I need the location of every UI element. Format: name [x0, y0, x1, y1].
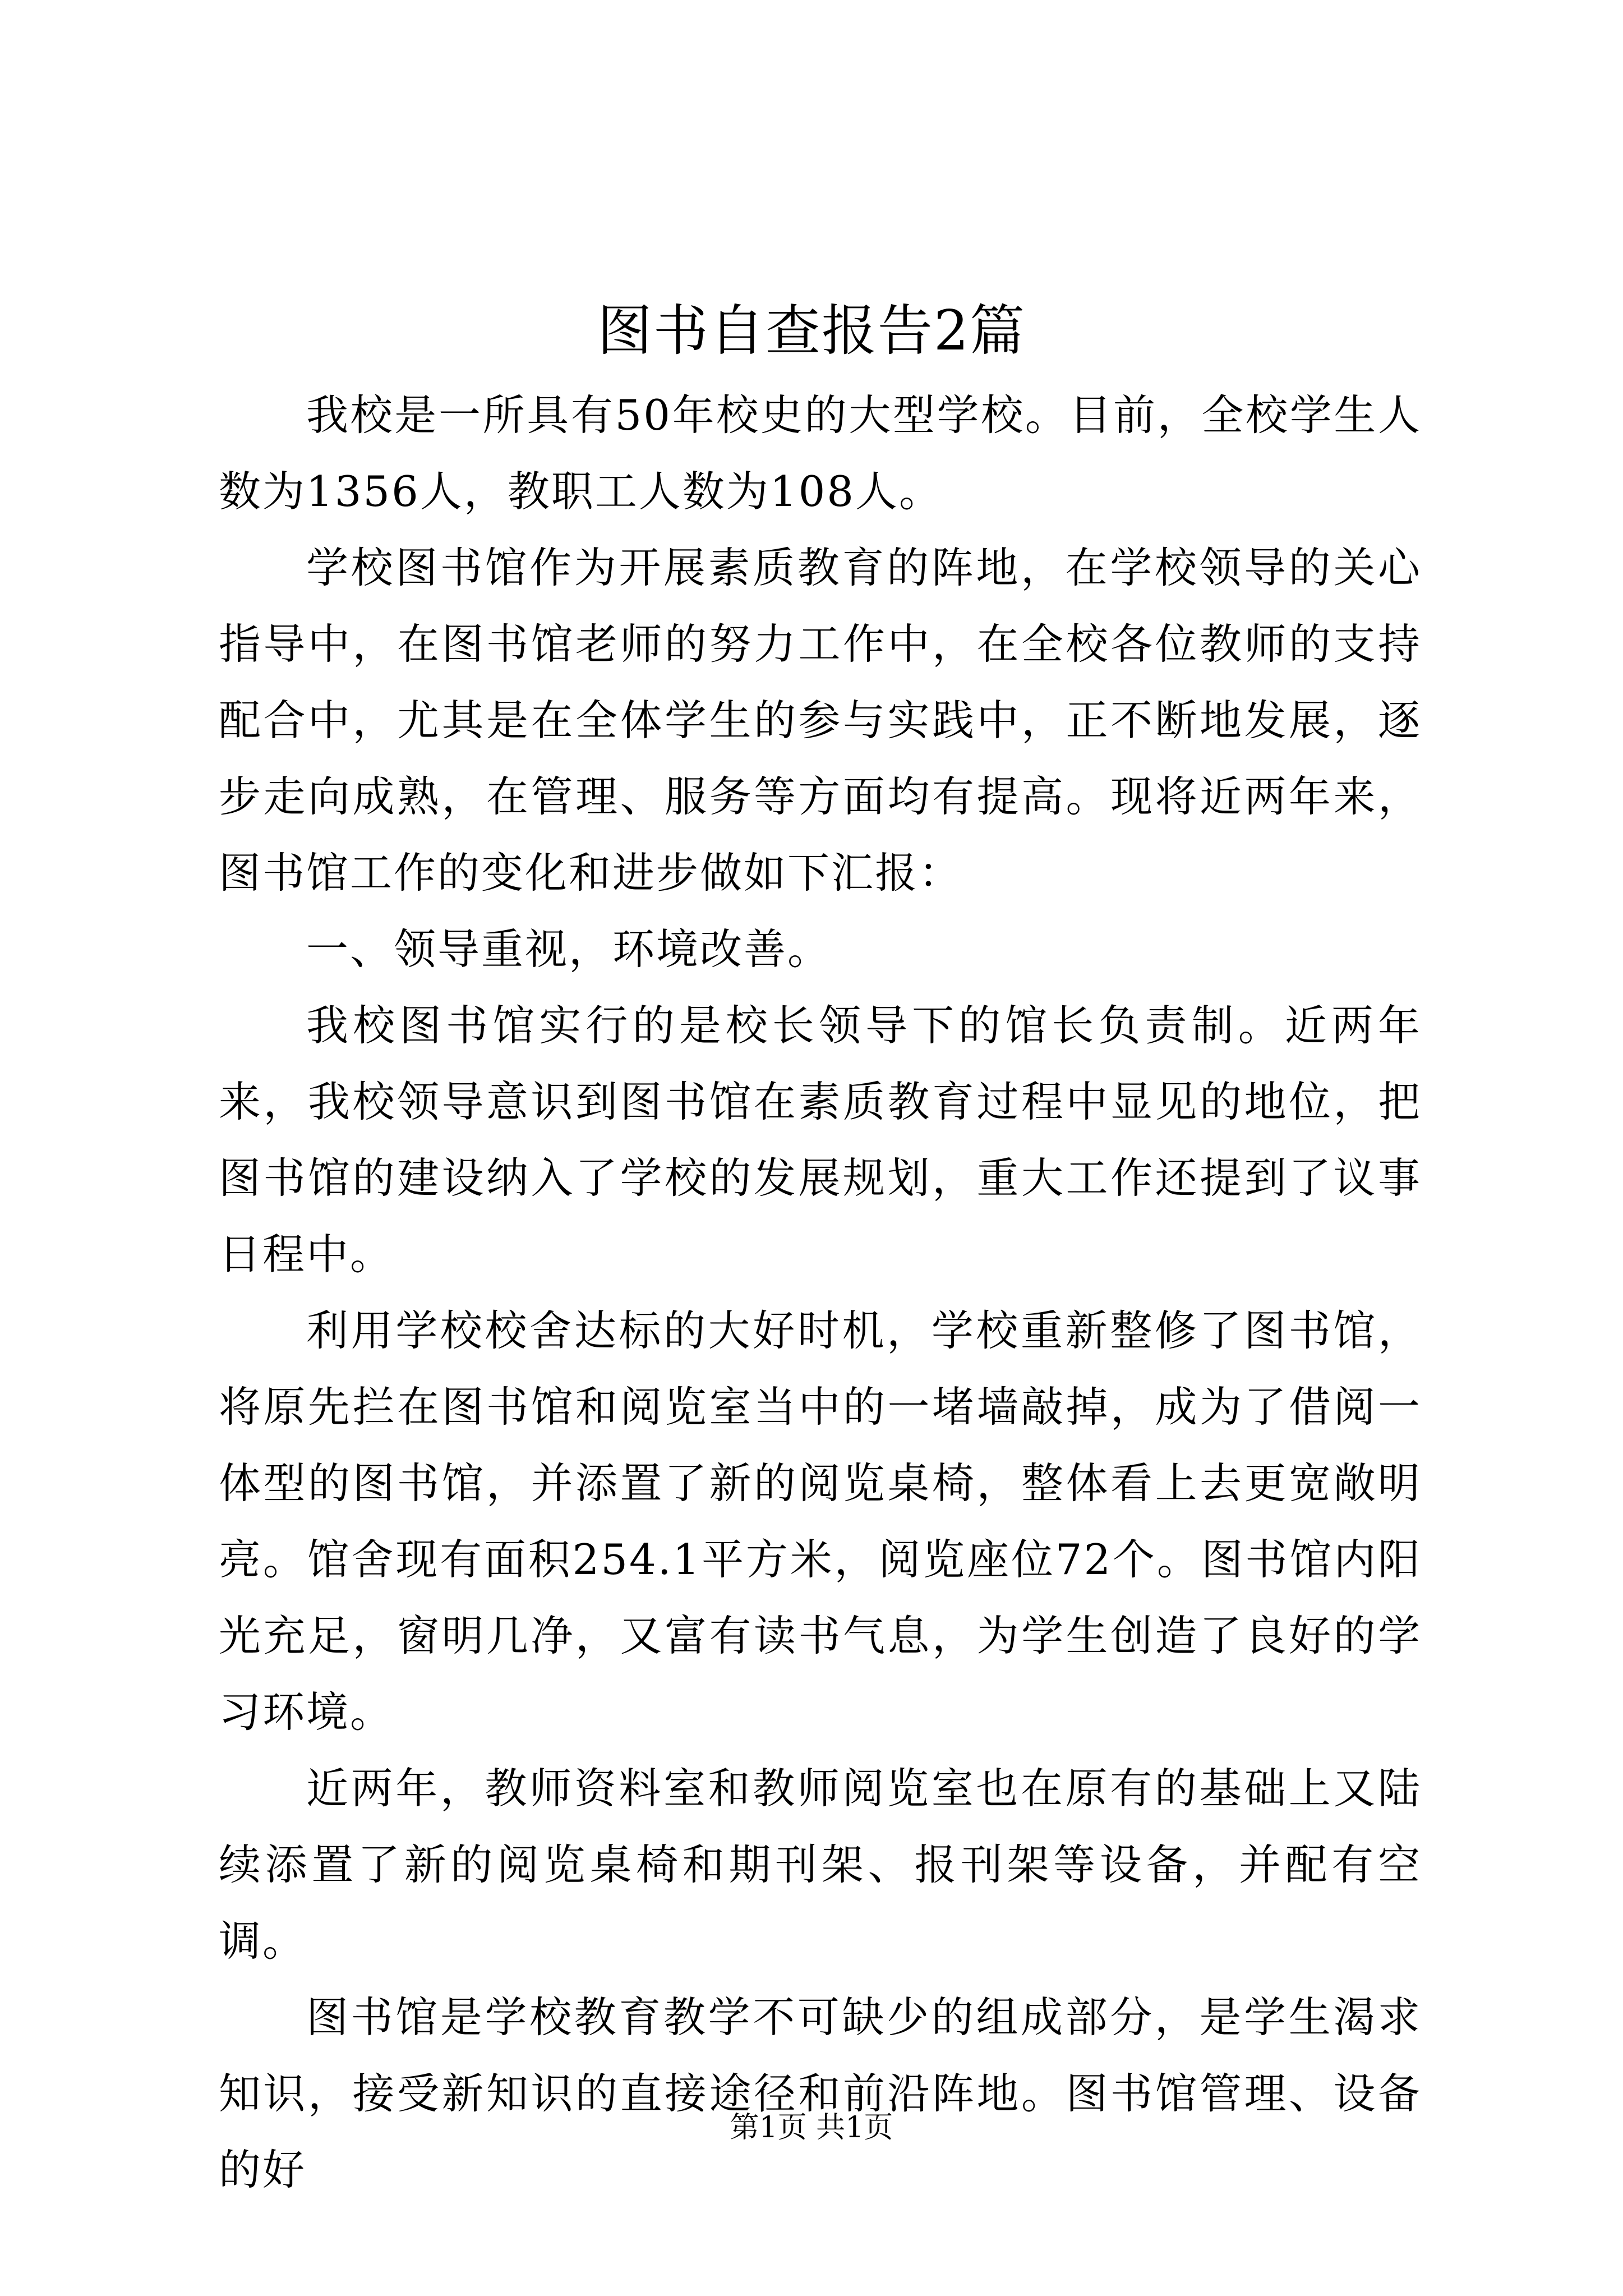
paragraph-1: 我校是一所具有50年校史的大型学校。目前，全校学生人数为1356人，教职工人数为108人。	[219, 390, 1422, 516]
paragraph-5: 近两年，教师资料室和教师阅览室也在原有的基础上又陆续添置了新的阅览桌椅和期刊架、报刊架等设备，并配有空调。	[219, 1764, 1422, 1966]
page-footer: 第1页 共1页	[730, 2111, 893, 2145]
section-heading-1: 一、领导重视，环境改善。	[306, 924, 832, 974]
paragraph-6: 图书馆是学校教育教学不可缺少的组成部分，是学生渴求知识，接受新知识的直接途径和前沿阵地。图书馆管理、设备的好	[219, 1993, 1422, 2194]
paragraph-2: 学校图书馆作为开展素质教育的阵地，在学校领导的关心指导中，在图书馆老师的努力工作中，在全校各位教师的支持配合中，尤其是在全体学生的参与实践中，正不断地发展，逐步走向成熟，在管理、服务等方面均有提高。现将近两年来，图书馆工作的变化和进步做如下汇报：	[219, 543, 1422, 898]
document-title: 图书自查报告2篇	[597, 299, 1026, 363]
paragraph-4: 利用学校校舍达标的大好时机，学校重新整修了图书馆，将原先拦在图书馆和阅览室当中的一堵墙敲掉，成为了借阅一体型的图书馆，并添置了新的阅览桌椅，整体看上去更宽敞明亮。馆舍现有面积254.1平方米，阅览座位72个。图书馆内阳光充足，窗明几净，又富有读书气息，为学生创造了良好的学习环境。	[219, 1306, 1422, 1737]
paragraph-3: 我校图书馆实行的是校长领导下的馆长负责制。近两年来，我校领导意识到图书馆在素质教育过程中显见的地位，把图书馆的建设纳入了学校的发展规划，重大工作还提到了议事日程中。	[219, 1001, 1422, 1279]
document-body	[219, 377, 1422, 2208]
